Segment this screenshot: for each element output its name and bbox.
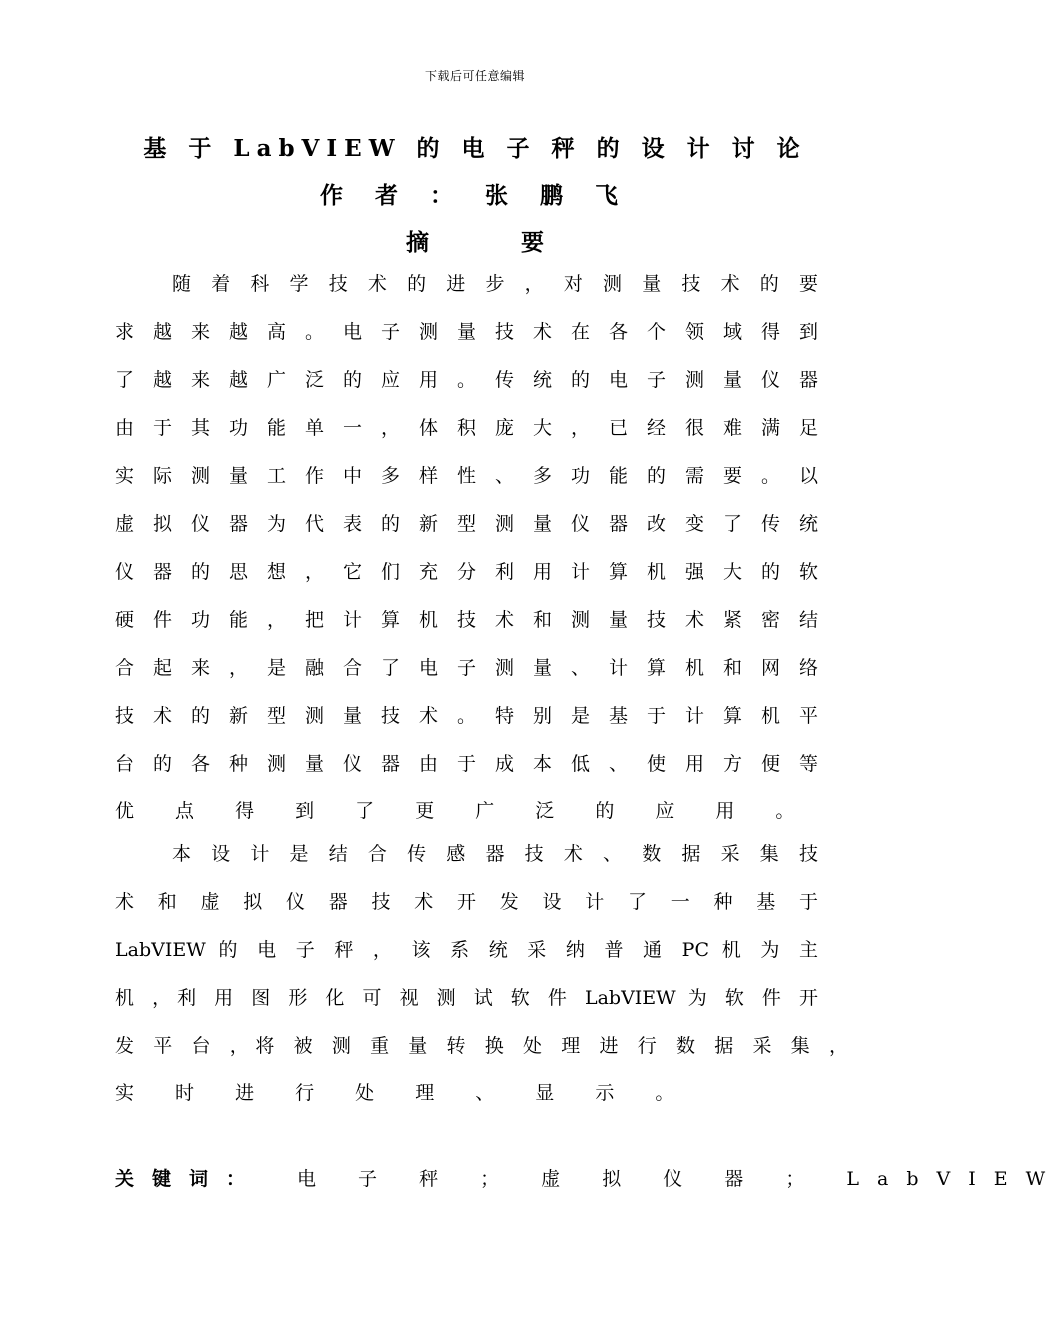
keywords-line — [115, 1167, 1063, 1191]
paragraph-line: 硬 件 功 能 ， 把 计 算 机 技 术 和 测 量 技 术 紧 密 结 — [115, 609, 818, 631]
paragraph-line: 实 际 测 量 工 作 中 多 样 性 、 多 功 能 的 需 要 。 以 — [115, 465, 818, 487]
paragraph-line: 虚 拟 仪 器 为 代 表 的 新 型 测 量 仪 器 改 变 了 传 统 — [115, 513, 818, 535]
paragraph-line: 本 设 计 是 结 合 传 感 器 技 术 、 数 据 采 集 技 — [172, 843, 818, 865]
paragraph-line: 由 于 其 功 能 单 一 ， 体 积 庞 大 ， 已 经 很 难 满 足 — [115, 417, 818, 439]
author-line: 作 者 ： 张 鹏 飞 — [319, 182, 631, 209]
keywords-values: 电 子 秤 ； 虚 拟 仪 器 ； LabVIEW — [297, 1168, 1063, 1190]
paragraph-line: 随 着 科 学 技 术 的 进 步 ， 对 测 量 技 术 的 要 — [172, 273, 818, 295]
paragraph-line: 发 平 台 ，将 被 测 重 量 转 换 处 理 进 行 数 据 采 集 ， — [115, 1035, 848, 1057]
header-note: 下载后可任意编辑 — [424, 69, 525, 83]
paragraph-line: 合 起 来 ， 是 融 合 了 电 子 测 量 、 计 算 机 和 网 络 — [115, 657, 818, 679]
paragraph-line: 技 术 的 新 型 测 量 技 术 。 特 别 是 基 于 计 算 机 平 — [115, 705, 818, 727]
paragraph-line: 机 ，利 用 图 形 化 可 视 测 试 软 件 LabVIEW 为 软 件 开 — [115, 987, 818, 1009]
paragraph-line: LabVIEW 的 电 子 秤 ， 该 系 统 采 纳 普 通 PC 机 为 主 — [115, 939, 818, 961]
paragraph-line: 优 点 得 到 了 更 广 泛 的 应 用 。 — [115, 800, 812, 822]
abstract-heading: 摘 要 — [405, 229, 586, 256]
document-title: 基 于 LabVIEW 的 电 子 秤 的 设 计 讨 论 — [143, 135, 807, 162]
keywords-label: 关键词： — [115, 1168, 264, 1190]
paragraph-line: 了 越 来 越 广 泛 的 应 用 。 传 统 的 电 子 测 量 仪 器 — [115, 369, 818, 391]
paragraph-line: 实 时 进 行 处 理 、 显 示 。 — [115, 1082, 692, 1104]
paragraph-line: 求 越 来 越 高 。 电 子 测 量 技 术 在 各 个 领 域 得 到 — [115, 321, 818, 343]
paragraph-line: 术 和 虚 拟 仪 器 技 术 开 发 设 计 了 一 种 基 于 — [115, 891, 818, 913]
paragraph-line: 台 的 各 种 测 量 仪 器 由 于 成 本 低 、 使 用 方 便 等 — [115, 753, 818, 775]
paragraph-line: 仪 器 的 思 想 ， 它 们 充 分 利 用 计 算 机 强 大 的 软 — [115, 561, 818, 583]
